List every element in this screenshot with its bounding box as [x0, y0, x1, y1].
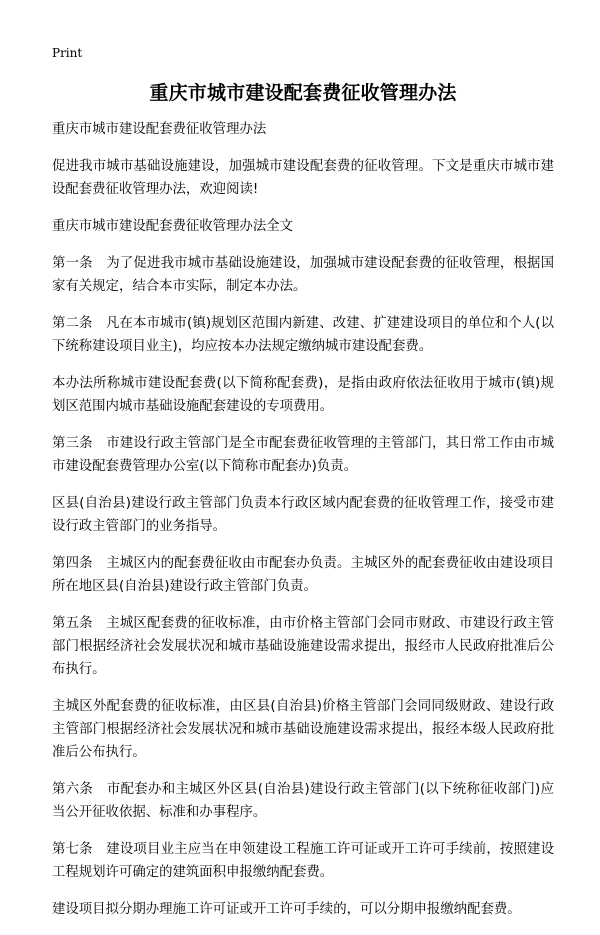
paragraph: 本办法所称城市建设配套费(以下简称配套费)，是指由政府依法征收用于城市(镇)规划区范围内城市基础设施配套建设的专项费用。: [52, 376, 554, 414]
document-title: 重庆市城市建设配套费征收管理办法: [149, 82, 457, 104]
paragraph: 重庆市城市建设配套费征收管理办法: [52, 122, 267, 137]
paragraph: 重庆市城市建设配套费征收管理办法全文: [52, 219, 294, 234]
paragraph: 第七条 建设项目业主应当在申领建设工程施工许可证或开工许可手续前，按照建设工程规划许可确定的建筑面积申报缴纳配套费。: [52, 842, 554, 880]
paragraph: 第四条 主城区内的配套费征收由市配套办负责。主城区外的配套费征收由建设项目所在地区县(自治县)建设行政主管部门负责。: [52, 556, 554, 594]
paragraph: 建设项目拟分期办理施工许可证或开工许可手续的，可以分期申报缴纳配套费。: [52, 902, 521, 917]
paragraph: 促进我市城市基础设施建设，加强城市建设配套费的征收管理。下文是重庆市城市建设配套费征收管理办法，欢迎阅读!: [52, 159, 554, 197]
paragraph: 第二条 凡在本市城市(镇)规划区范围内新建、改建、扩建建设项目的单位和个人(以下统称建设项目业主)，均应按本办法规定缴纳城市建设配套费。: [52, 316, 554, 354]
paragraph: 区县(自治县)建设行政主管部门负责本行政区域内配套费的征收管理工作，接受市建设行政主管部门的业务指导。: [52, 496, 554, 534]
paragraph: 第一条 为了促进我市城市基础设施建设，加强城市建设配套费的征收管理，根据国家有关规定，结合本市实际，制定本办法。: [52, 256, 554, 294]
paragraph: 第五条 主城区配套费的征收标准，由市价格主管部门会同市财政、市建设行政主管部门根据经济社会发展状况和城市基础设施建设需求提出，报经市人民政府批准后公布执行。: [52, 616, 554, 677]
paragraph: 第六条 市配套办和主城区外区县(自治县)建设行政主管部门(以下统称征收部门)应当公开征收依据、标准和办事程序。: [52, 782, 554, 820]
document-body: [52, 118, 554, 935]
paragraph: 主城区外配套费的征收标准，由区县(自治县)价格主管部门会同同级财政、建设行政主管部门根据经济社会发展状况和城市基础设施建设需求提出，报经本级人民政府批准后公布执行。: [52, 699, 554, 760]
print-link[interactable]: Print: [52, 46, 83, 60]
paragraph: 第三条 市建设行政主管部门是全市配套费征收管理的主管部门，其日常工作由市城市建设配套费管理办公室(以下简称市配套办)负责。: [52, 436, 554, 474]
